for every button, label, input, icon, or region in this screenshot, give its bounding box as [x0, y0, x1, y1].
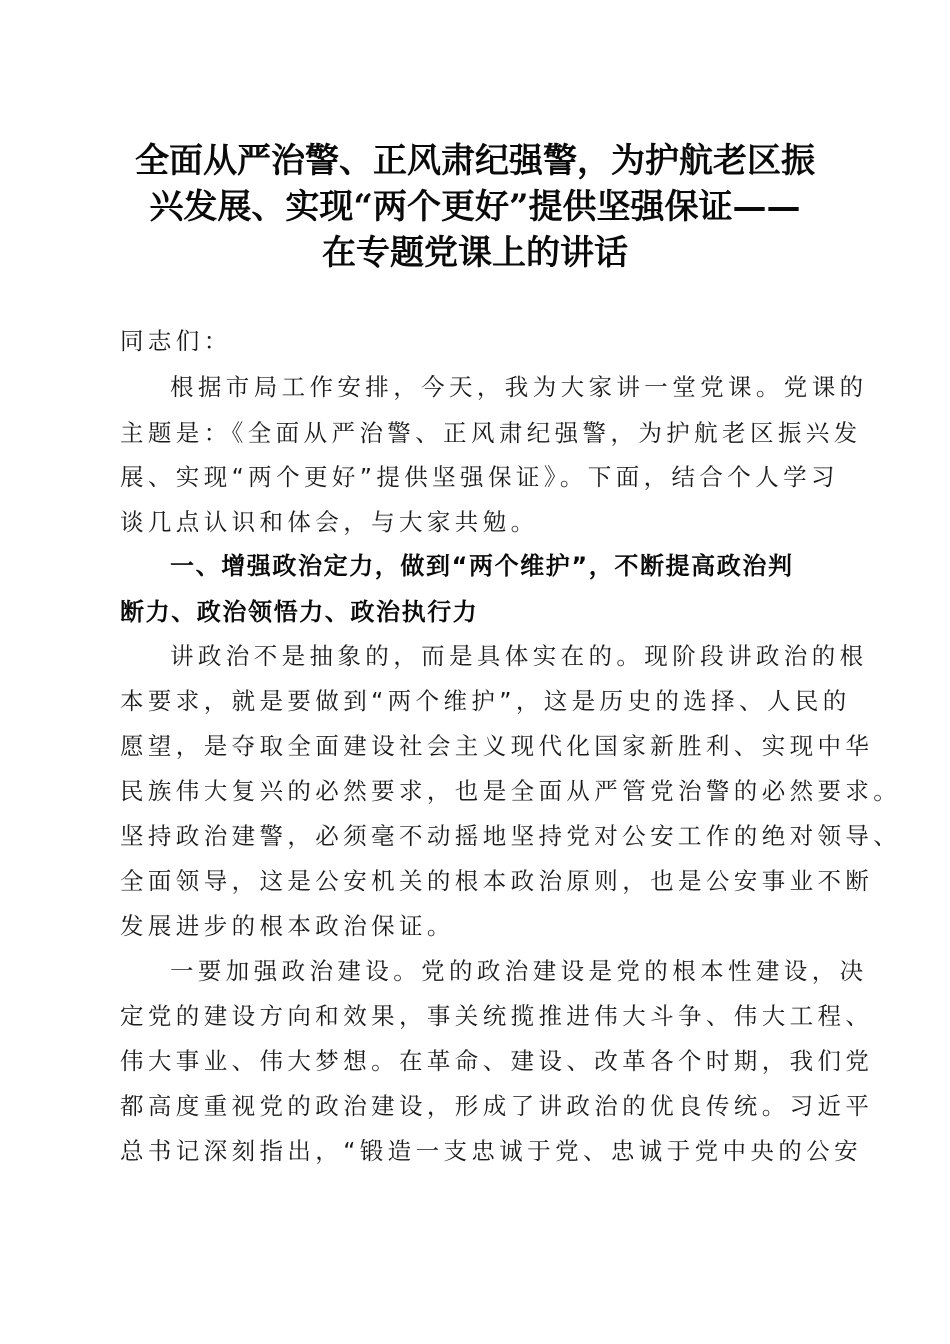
paragraph-line: 本要求，就是要做到“两个维护”，这是历史的选择、人民的: [120, 687, 851, 715]
section-1-heading-line-2: 断力、政治领悟力、政治执行力: [120, 598, 479, 626]
paragraph-line: 都高度重视党的政治建设，形成了讲政治的优良传统。习近平: [120, 1092, 874, 1120]
document-title: [110, 138, 840, 276]
title-line-2: 兴发展、实现“两个更好”提供坚强保证——: [149, 187, 801, 227]
intro-line-3: 展、实现“两个更好”提供坚强保证》。下面，结合个人学习: [120, 463, 839, 491]
title-line-1: 全面从严治警、正风肃纪强警，为护航老区振: [135, 141, 815, 181]
section-1-heading-line-1: 一、增强政治定力，做到“两个维护”，不断提高政治判: [170, 552, 794, 580]
paragraph-line: 愿望，是夺取全面建设社会主义现代化国家新胜利、实现中华: [120, 732, 874, 760]
intro-line-1: 根据市局工作安排，今天，我为大家讲一堂党课。党课的: [170, 373, 868, 401]
title-line-3: 在专题党课上的讲话: [322, 233, 628, 273]
paragraph-line: 讲政治不是抽象的，而是具体实在的。现阶段讲政治的根: [170, 642, 868, 670]
intro-line-4: 谈几点认识和体会，与大家共勉。: [120, 508, 539, 536]
paragraph-line: 总书记深刻指出，“锻造一支忠诚于党、忠诚于党中央的公安: [120, 1137, 862, 1165]
paragraph-line: 全面领导，这是公安机关的根本政治原则，也是公安事业不断: [120, 867, 874, 895]
paragraph-line: 坚持政治建警，必须毫不动摇地坚持党对公安工作的绝对领导、: [120, 822, 902, 850]
paragraph-line: 一要加强政治建设。党的政治建设是党的根本性建设，决: [170, 957, 868, 985]
paragraph-line: 伟大事业、伟大梦想。在革命、建设、改革各个时期，我们党: [120, 1047, 874, 1075]
paragraph-line: 定党的建设方向和效果，事关统揽推进伟大斗争、伟大工程、: [120, 1002, 874, 1030]
paragraph-line: 发展进步的根本政治保证。: [120, 912, 455, 940]
paragraph-line: 民族伟大复兴的必然要求，也是全面从严管党治警的必然要求。: [120, 777, 902, 805]
intro-line-2: 主题是：《全面从严治警、正风肃纪强警，为护航老区振兴发: [120, 419, 862, 447]
salutation: 同志们：: [120, 327, 232, 355]
